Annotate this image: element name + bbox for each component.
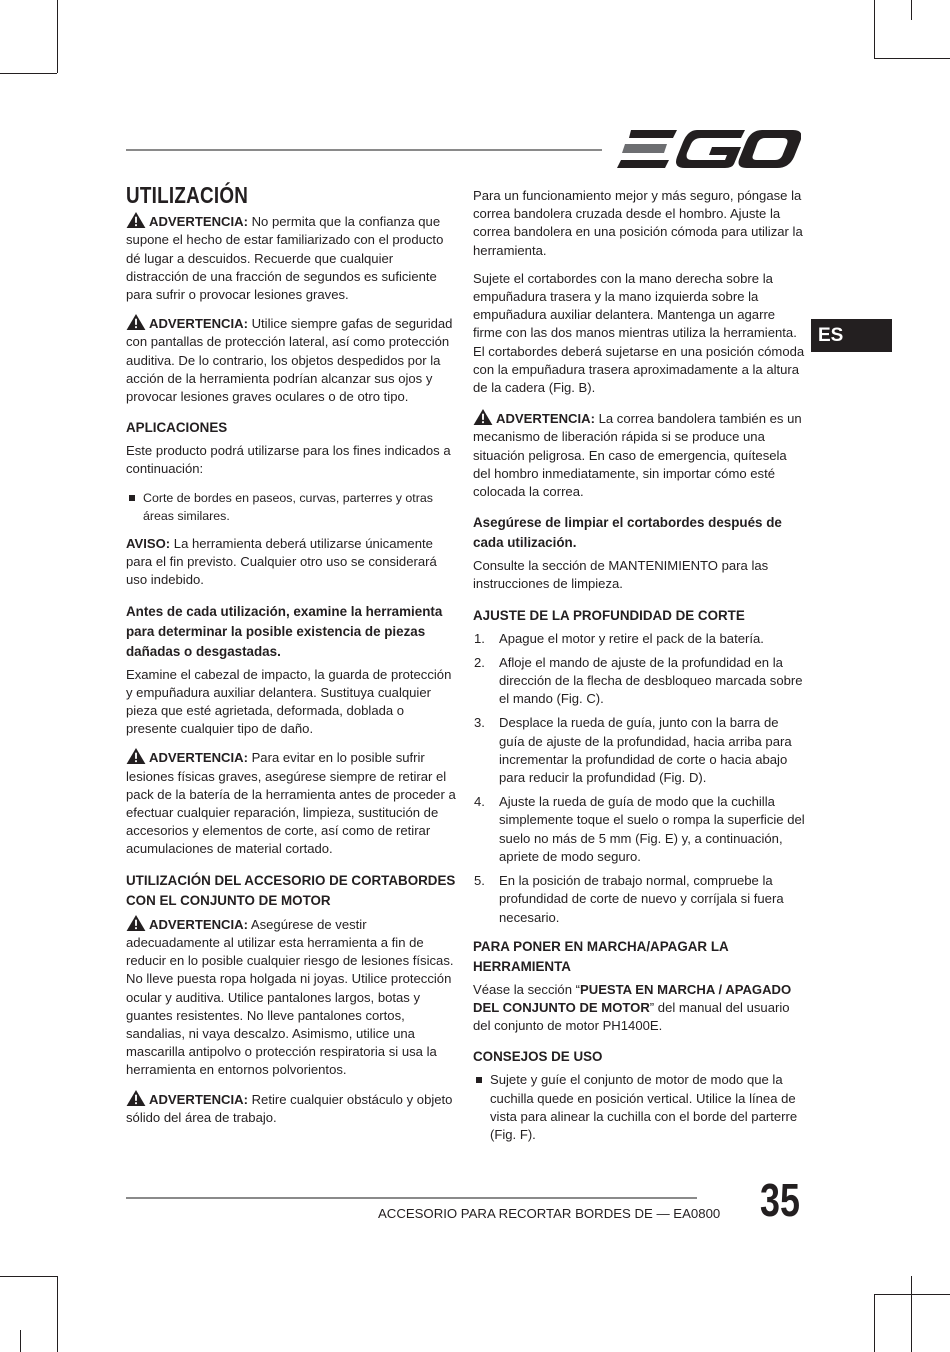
crop-mark	[874, 1294, 875, 1352]
step-text: Desplace la rueda de guía, junto con la barra de guía de ajuste de la profundidad, hacia arriba para incrementar la profundidad de corte o hacia abajo para reducir la profundidad (Fig. D).	[499, 715, 792, 786]
warning-icon	[126, 915, 146, 931]
warning-text: La correa bandolera también es un mecanismo de liberación rápida si se produce una situación peligrosa. En caso de emergencia, quítesela del hombro inmediatamente, sin importar cómo esté colocada la correa.	[473, 411, 802, 500]
warning-text: Asegúrese de vestir adecuadamente al utilizar esta herramienta a fin de reducir en lo posible cualquier riesgo de lesiones físicas. No lleve puesta ropa holgada ni joyas. Utilice protección ocular y auditiva. Utilice pantalones largos, botas y guantes resistentes. No lleve pantalones cortos, sandalias, ni vaya descalzo. Asimismo, utilice una mascarilla antipolvo o protección respiratoria si usa la herramienta en entornos polvorientos.	[126, 916, 454, 1078]
footer-title: ACCESORIO PARA RECORTAR BORDES DE — EA0800	[378, 1206, 721, 1221]
footer-rule	[126, 1197, 697, 1199]
list-item	[473, 654, 805, 709]
warning-text: Retire cualquier obstáculo y objeto sólido del área de trabajo.	[126, 1091, 453, 1125]
warning-paragraph	[126, 748, 456, 858]
list-item	[473, 793, 805, 866]
crop-mark	[874, 0, 875, 58]
crop-mark	[874, 58, 950, 59]
applications-heading: APLICACIONES	[126, 420, 228, 436]
strap-paragraph: Para un funcionamiento mejor y más seguro, póngase la correa bandolera cruzada desde el hombro. Ajuste la correa bandolera en una posición cómoda para utilizar la herramienta.	[473, 188, 803, 258]
grip-paragraph: Sujete el cortabordes con la mano derecha sobre la empuñadura trasera y la mano izquierda sobre la empuñadura auxiliar delantera. Mantenga un agarre firme con las dos manos mientras utiliza la herramienta. El cortabordes deberá sujetarse en una posición cómoda con la empuñadura trasera aproximadamente a la altura de la cadera (Fig. B).	[473, 270, 805, 396]
warning-text: Para evitar en lo posible sufrir lesiones físicas graves, asegúrese siempre de retirar el pack de la batería de la herramienta antes de proceder a efectuar cualquier reparación, limpieza, sustitución de accesorios y elementos de corte, así como de retirar acumulaciones de material cortado.	[126, 750, 456, 857]
list-item: Corte de bordes en paseos, curvas, parterres y otras áreas similares.	[126, 489, 456, 525]
warning-paragraph	[126, 314, 456, 406]
tips-list	[473, 1071, 805, 1144]
start-text: ” del manual del usuario del conjunto de motor PH1400E.	[473, 999, 790, 1034]
warning-label: ADVERTENCIA:	[149, 316, 248, 332]
page-number: 35	[760, 1174, 800, 1226]
left-column	[126, 182, 456, 1137]
warning-label: ADVERTENCIA:	[149, 1091, 248, 1107]
warning-icon	[126, 212, 146, 228]
header-rule	[126, 149, 602, 151]
crop-mark	[0, 73, 57, 74]
warning-label: ADVERTENCIA:	[496, 411, 595, 427]
notice-text: La herramienta deberá utilizarse únicamente para el fin previsto. Cualquier otro uso se considerará uso indebido.	[126, 536, 437, 588]
right-column	[473, 187, 805, 1154]
warning-text: Utilice siempre gafas de seguridad con pantallas de protección lateral, así como protección auditiva. De lo contrario, los objetos despedidos por la acción de la herramienta podrían alcanzar sus ojos y provocar lesiones graves oculares o de otro tipo.	[126, 316, 453, 405]
inspect-heading: Antes de cada utilización, examine la herramienta para determinar la posible existencia de piezas dañadas o desgastadas.	[126, 603, 443, 659]
depth-heading: AJUSTE DE LA PROFUNDIDAD DE CORTE	[473, 607, 745, 623]
list-item	[473, 872, 805, 927]
start-heading: PARA PONER EN MARCHA/APAGAR LA HERRAMIENTA	[473, 938, 729, 974]
warning-paragraph	[126, 1090, 456, 1127]
applications-list	[126, 489, 456, 525]
crop-mark	[57, 1276, 58, 1352]
notice-label: AVISO:	[126, 536, 171, 552]
warning-icon	[126, 1090, 146, 1106]
warning-icon	[126, 314, 146, 330]
step-number: 2.	[474, 654, 485, 670]
applications-intro: Este producto podrá utilizarse para los fines indicados a continuación:	[126, 443, 451, 477]
step-number: 1.	[474, 630, 485, 646]
warning-icon	[126, 748, 146, 764]
step-text: Apague el motor y retire el pack de la batería.	[499, 630, 764, 646]
step-number: 4.	[474, 794, 485, 810]
warning-icon	[473, 409, 493, 425]
step-number: 3.	[474, 715, 485, 731]
clean-text: Consulte la sección de MANTENIMIENTO para las instrucciones de limpieza.	[473, 558, 769, 592]
depth-steps	[473, 630, 805, 927]
warning-label: ADVERTENCIA:	[149, 750, 248, 766]
step-number: 5.	[474, 873, 485, 889]
list-item	[473, 630, 805, 648]
step-text: Afloje el mando de ajuste de la profundidad en la dirección de la flecha de desbloqueo marcada sobre el mando (Fig. C).	[499, 654, 803, 707]
step-text: En la posición de trabajo normal, compruebe la profundidad de corte de nuevo y corríjala si fuera necesario.	[499, 873, 784, 925]
crop-mark	[20, 1330, 21, 1352]
list-item	[473, 714, 805, 787]
clean-heading: Asegúrese de limpiar el cortabordes después de cada utilización.	[473, 515, 782, 551]
warning-paragraph	[126, 915, 456, 1080]
inspect-text: Examine el cabezal de impacto, la guarda de protección y empuñadura auxiliar delantera. Sustituya cualquier pieza que esté agrietada, deformada, doblada o presente cualquier tipo de daño.	[126, 666, 452, 737]
list-item: Sujete y guíe el conjunto de motor de modo que la cuchilla quede en posición vertical. Utilice la línea de vista para alinear la cuchilla con el borde del parterre (Fig. F).	[473, 1071, 805, 1144]
start-section-ref: PUESTA EN MARCHA / APAGADO DEL CONJUNTO DE MOTOR	[473, 981, 792, 1015]
ego-logo	[617, 129, 801, 169]
start-paragraph	[473, 981, 805, 1036]
warning-text: No permita que la confianza que supone el hecho de estar familiarizado con el producto dé lugar a descuidos. Recuerde que cualquier distracción de una fracción de segundos es suficiente para sufrir o provocar lesiones graves.	[126, 214, 444, 303]
warning-label: ADVERTENCIA:	[149, 214, 248, 230]
crop-mark	[57, 0, 58, 73]
crop-mark	[911, 1276, 912, 1352]
tips-heading: CONSEJOS DE USO	[473, 1049, 603, 1065]
use-heading: UTILIZACIÓN DEL ACCESORIO DE CORTABORDES CON EL CONJUNTO DE MOTOR	[126, 872, 456, 908]
crop-mark	[874, 1294, 950, 1295]
crop-mark	[0, 1276, 57, 1277]
warning-paragraph	[126, 212, 456, 304]
crop-mark	[911, 0, 912, 20]
language-tab: ES	[811, 319, 892, 352]
step-text: Ajuste la rueda de guía de modo que la cuchilla simplemente toque el suelo o rompa la superficie del suelo no más de 5 mm (Fig. E) y, a continuación, apriete de modo seguro.	[499, 794, 805, 864]
notice-paragraph	[126, 535, 456, 590]
warning-paragraph	[473, 409, 805, 501]
warning-label: ADVERTENCIA:	[149, 916, 248, 932]
start-text: Véase la sección “	[473, 981, 580, 997]
page-title: UTILIZACIÓN	[126, 182, 249, 208]
